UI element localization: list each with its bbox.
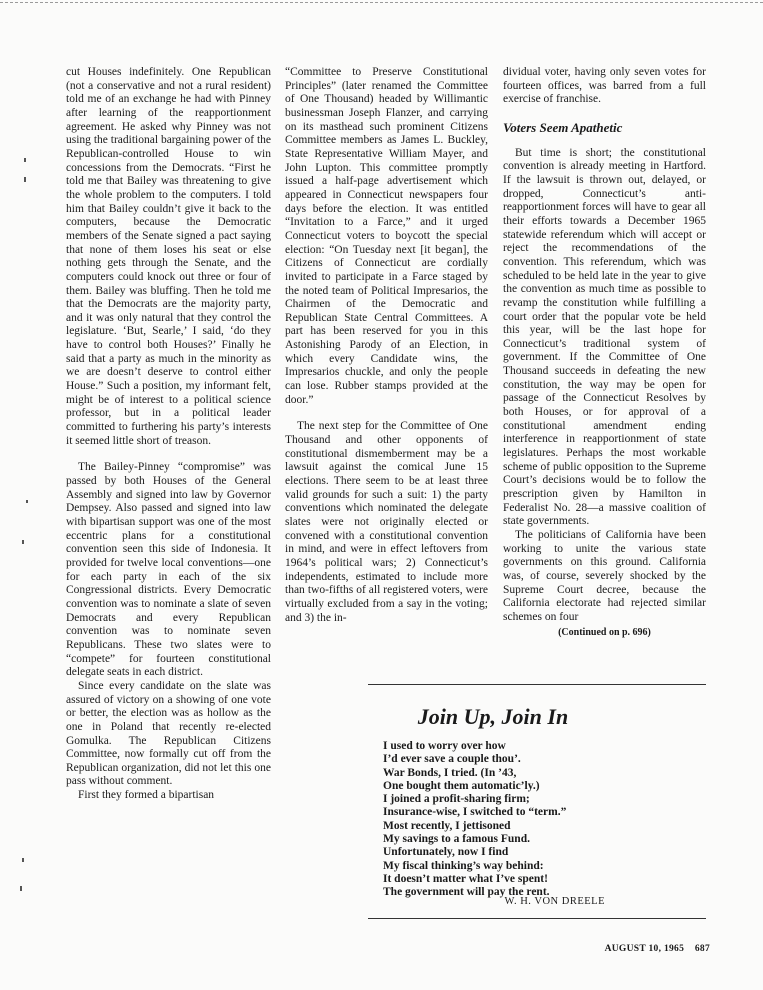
paragraph: The Bailey-Pinney “compromise” was passed by both Houses of the General Assembly and signed into law by Governor Dempsey. Also passed and signed into law with bipartisan support was one of the most eccentric plans for a constitutional convention seen this side of Indonesia. It provided for twelve local conventions—one for each party in each of the six Congressional districts. Every Democratic convention was to nominate a slate of seven Democrats and every Republican convention was to nominate seven Republicans. These two slates were to “compete” for fourteen constitutional delegate seats in each district. xyxy=(66,461,271,679)
poem-line: The government will pay the rent. xyxy=(383,886,550,899)
article-column-2 xyxy=(285,66,488,625)
poem-line: War Bonds, I tried. (In ’43, xyxy=(383,766,517,779)
poem-line: I joined a profit-sharing firm; xyxy=(383,793,530,806)
page-footer xyxy=(560,944,710,954)
paragraph: But time is short; the constitutional convention is already meeting in Hartford. If the lawsuit is thrown out, delayed, or dropped, Connecticut’s anti-reapportionment forces will have to gear all their efforts towards a December 1965 statewide referendum which will accept or reject the recommendations of the convention. This referendum, which was scheduled to be held late in the year to give the convention as much time as possible to revamp the constitution while fulfilling a court order that the popular vote be held this year, will be the last hope for Connecticut’s traditional system of government. If the Committee of One Thousand succeeds in defeating the new constitution, the way may be open for passage of the Connecticut Resolves by both Houses, or for approval of a constitutional amendment ending interference in reapportionment of state legislatures. Perhaps the most workable scheme of public opposition to the Supreme Court’s decisions would be to follow the prescription given by Hamilton in Federalist No. 28—a massive coalition of state governments. xyxy=(503,146,706,528)
paragraph: Since every candidate on the slate was assured of victory on a showing of one vote or better, the election was as hollow as the one in Poland that recently re-elected Gomulka. The Republican Citizens Committee, now formally cut off from the Republican organization, did not let this one pass without comment. xyxy=(66,679,271,788)
poem-line: Insurance-wise, I switched to “term.” xyxy=(383,806,567,819)
paragraph: dividual voter, having only seven votes for fourteen offices, was barred from a full exercise of franchise. xyxy=(503,66,706,106)
poem-line: I used to worry over how xyxy=(383,740,506,752)
poem-line: It doesn’t matter what I’ve spent! xyxy=(383,872,548,885)
article-column-3 xyxy=(503,66,706,639)
section-subhead: Voters Seem Apathetic xyxy=(503,119,623,135)
paragraph: The politicians of California have been working to unite the various state governments on this ground. California was, of course, severely shocked by the Supreme Court decree, because the California electorate had rejected similar schemes on four xyxy=(503,529,706,623)
scan-mark xyxy=(24,158,26,162)
poem-title: Join Up, Join In xyxy=(417,704,569,729)
scan-mark xyxy=(22,540,24,544)
continued-note: (Continued on p. 696) xyxy=(558,626,651,638)
poem-line: Most recently, I jettisoned xyxy=(383,819,511,832)
poem-author: W. H. VON DREELE xyxy=(504,896,605,907)
page-number: 687 xyxy=(694,944,710,954)
scan-mark xyxy=(20,886,22,891)
top-border xyxy=(0,2,763,3)
poem-line: My savings to a famous Fund. xyxy=(383,833,530,846)
paragraph: cut Houses indefinitely. One Republican (not a conservative and not a rural resident) told me of an exchange he had with Pinney after learning of the reapportionment agreement. He asked why Pinney was not using the traditional bargaining power of the Republican-controlled House to win concessions from the Democrats. “First he told me that Bailey was threatening to give the whole problem to the computers. I told him that Bailey couldn’t give it back to the computers, because the Democratic members of the Senate signed a pact saying that none of them loses his seat or else nothing gets through the Senate, and the computers could knock out three or four of them. Bailey was bluffing. Then he told me that the Democrats are the majority party, and it was only natural that they control the legislature. ‘But, Searle,’ I said, ‘do they have to control both Houses?’ Finally he said that a party as much in the minority as we are doesn’t deserve to control either House.” Such a position, my informant felt, might be of interest to a political science professor, but in a political leader committed to furthering his party’s interests it seemed little short of treason. xyxy=(66,66,271,447)
paragraph: First they formed a bipartisan xyxy=(78,789,215,802)
poem-line: My fiscal thinking’s way behind: xyxy=(383,859,544,872)
poem-bottom-rule xyxy=(368,918,706,919)
scan-mark xyxy=(26,500,28,503)
article-column-1 xyxy=(66,66,271,803)
poem-line: Unfortunately, now I find xyxy=(383,846,509,859)
poem-top-rule xyxy=(368,684,706,685)
paragraph: The next step for the Committee of One Thousand and other opponents of constitutional dismemberment may be a lawsuit against the comical June 15 elections. There seem to be at least three valid grounds for such a suit: 1) the party conventions which nominated the delegate slates were not originally elected or convened with a constitutional convention in mind, and were in effect leftovers from 1964’s political wars; 2) Connecticut’s independents, estimated to include more than two-fifths of all registered voters, were virtually excluded from a say in the voting; and 3) the in- xyxy=(285,420,488,624)
poem-line: I’d ever save a couple thou’. xyxy=(383,753,521,766)
issue-date: AUGUST 10, 1965 xyxy=(604,944,685,954)
scan-mark xyxy=(22,858,24,862)
scan-mark xyxy=(24,177,26,182)
paragraph: “Committee to Preserve Constitutional Principles” (later renamed the Committee of One Thousand) headed by Willimantic businessman Joseph Flanzer, and carrying on its masthead such prominent Citizens Committee members as James L. Buckley, State Representative William Mayer, and John Lupton. This committee promptly issued a half-page advertisement which appeared in Connecticut newspapers four days before the election. It was entitled “Invitation to a Farce,” and it urged Connecticut voters to boycott the special election: “On Tuesday next [it began], the Citizens of Connecticut are cordially invited to participate in a Farce staged by the noted team of Political Impresarios, the Chairmen of the Democratic and Republican State Central Committees. A part has been reserved for you in this Astonishing Parody of an Election, in which every Candidate wins, the Impresarios chuckle, and only the people can lose. Rubber stamps provided at the door.” xyxy=(285,66,488,406)
poem-line: One bought them automatic’ly.) xyxy=(383,779,540,792)
poem-body xyxy=(383,740,683,900)
